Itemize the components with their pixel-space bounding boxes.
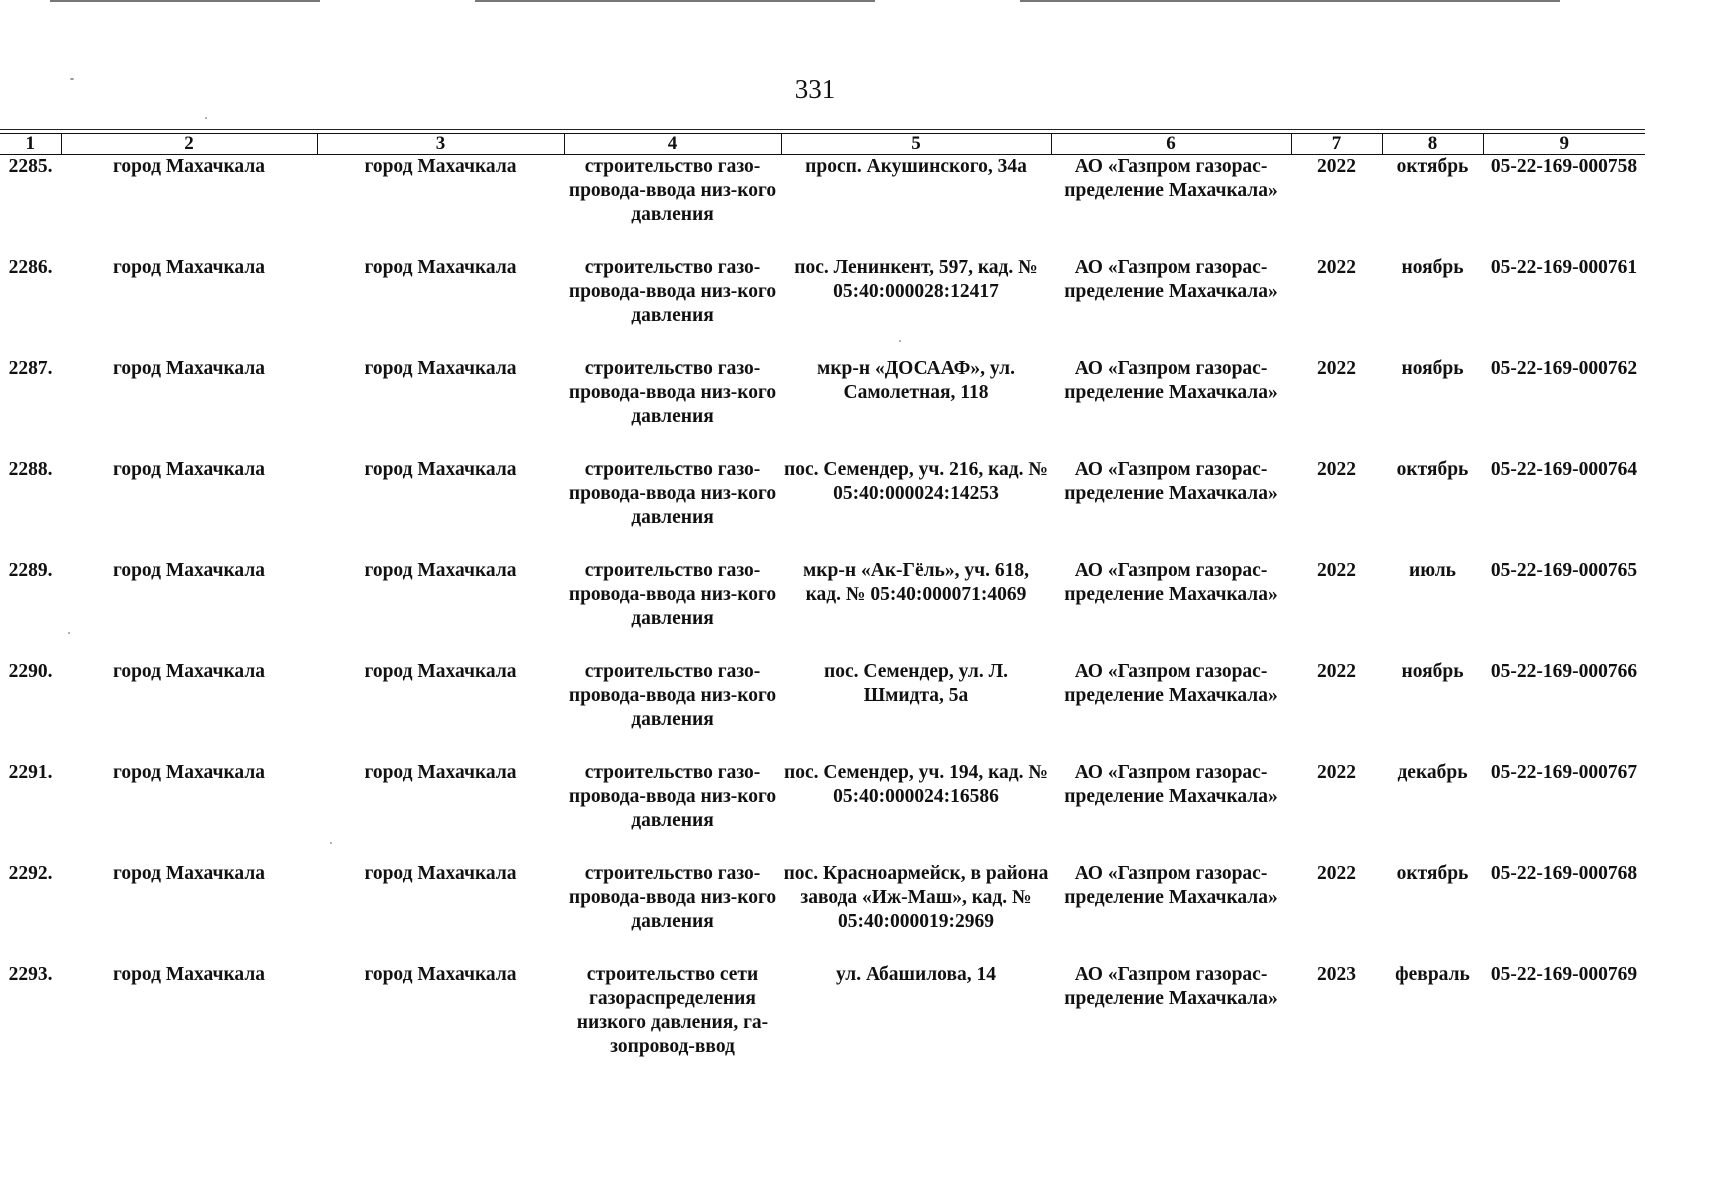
column-header-7: 7: [1291, 134, 1382, 155]
top-rule-left: [50, 0, 320, 2]
row-number: 2292.: [8, 863, 53, 884]
row-number: 2290.: [8, 661, 53, 682]
registry-code-cell: 05-22-169-000762: [1490, 358, 1638, 379]
row-number: 2289.: [8, 560, 53, 581]
address-cell: мкр-н «ДОСААФ», ул. Самолетная, 118: [817, 358, 1015, 403]
owner-cell: АО «Газпром газорас-пределение Махачкала»: [1064, 459, 1278, 504]
top-rule-right: [1020, 0, 1560, 2]
row-number: 2293.: [8, 964, 53, 985]
settlement-cell: город Махачкала: [364, 257, 517, 278]
column-header-1: 1: [0, 134, 61, 155]
settlement-cell: город Махачкала: [364, 560, 517, 581]
address-cell: пос. Семендер, уч. 194, кад. № 05:40:000024:16586: [783, 762, 1049, 807]
registry-code-cell: 05-22-169-000767: [1490, 762, 1638, 783]
district-cell: город Махачкала: [112, 257, 266, 278]
table-row: [0, 862, 1645, 963]
column-header-6: 6: [1051, 134, 1291, 155]
address-cell: пос. Семендер, ул. Л. Шмидта, 5а: [823, 661, 1008, 706]
owner-cell: АО «Газпром газорас-пределение Махачкала»: [1064, 762, 1278, 807]
table-row: [0, 357, 1645, 458]
page-number: 331: [794, 74, 836, 104]
registry-code-cell: 05-22-169-000766: [1490, 661, 1638, 682]
registry-code-cell: 05-22-169-000764: [1490, 459, 1638, 480]
owner-cell: АО «Газпром газорас-пределение Махачкала»: [1064, 661, 1278, 706]
table-row: [0, 155, 1645, 257]
address-cell: ул. Абашилова, 14: [836, 964, 996, 985]
address-cell: пос. Красноармейск, в района завода «Иж-Маш», кад. № 05:40:000019:2969: [783, 863, 1049, 932]
column-header-9: 9: [1483, 134, 1645, 155]
month-cell: ноябрь: [1401, 358, 1464, 379]
column-header-3: 3: [317, 134, 564, 155]
owner-cell: АО «Газпром газорас-пределение Махачкала»: [1064, 863, 1278, 908]
year-cell: 2022: [1317, 762, 1356, 783]
top-rule-middle: [475, 0, 875, 2]
work-type-cell: строительство газо-провода-ввода низ-кого давления: [568, 863, 777, 932]
year-cell: 2022: [1317, 156, 1356, 177]
column-header-8: 8: [1382, 134, 1483, 155]
address-cell: просп. Акушинского, 34а: [805, 156, 1027, 177]
header-top-rule: [0, 129, 1645, 130]
registry-code-cell: 05-22-169-000761: [1490, 257, 1638, 278]
work-type-cell: строительство газо-провода-ввода низ-кого давления: [568, 257, 777, 326]
table-row: [0, 256, 1645, 357]
district-cell: город Махачкала: [112, 459, 266, 480]
settlement-cell: город Махачкала: [364, 459, 517, 480]
registry-code-cell: 05-22-169-000758: [1490, 156, 1638, 177]
settlement-cell: город Махачкала: [364, 863, 517, 884]
work-type-cell: строительство газо-провода-ввода низ-кого давления: [568, 156, 777, 225]
year-cell: 2022: [1317, 661, 1356, 682]
district-cell: город Махачкала: [112, 560, 266, 581]
table-row: [0, 458, 1645, 559]
owner-cell: АО «Газпром газорас-пределение Махачкала»: [1064, 156, 1278, 201]
register-table: [0, 133, 1645, 1073]
district-cell: город Махачкала: [112, 863, 266, 884]
month-cell: декабрь: [1397, 762, 1468, 783]
registry-code-cell: 05-22-169-000765: [1490, 560, 1638, 581]
district-cell: город Махачкала: [112, 156, 266, 177]
month-cell: октябрь: [1396, 863, 1469, 884]
table-header: [0, 134, 1645, 155]
work-type-cell: строительство газо-провода-ввода низ-кого давления: [568, 560, 777, 629]
year-cell: 2022: [1317, 863, 1356, 884]
row-number: 2288.: [8, 459, 53, 480]
year-cell: 2022: [1317, 560, 1356, 581]
column-header-2: 2: [61, 134, 317, 155]
column-header-4: 4: [564, 134, 781, 155]
row-number: 2285.: [8, 156, 53, 177]
year-cell: 2022: [1317, 257, 1356, 278]
owner-cell: АО «Газпром газорас-пределение Махачкала»: [1064, 257, 1278, 302]
scan-speck: [205, 117, 207, 119]
district-cell: город Махачкала: [112, 358, 266, 379]
year-cell: 2023: [1317, 964, 1356, 985]
year-cell: 2022: [1317, 358, 1356, 379]
column-header-5: 5: [781, 134, 1051, 155]
month-cell: октябрь: [1396, 459, 1469, 480]
table-row: [0, 660, 1645, 761]
month-cell: ноябрь: [1401, 257, 1464, 278]
settlement-cell: город Махачкала: [364, 762, 517, 783]
district-cell: город Махачкала: [112, 762, 266, 783]
owner-cell: АО «Газпром газорас-пределение Махачкала»: [1064, 358, 1278, 403]
table-row: [0, 559, 1645, 660]
owner-cell: АО «Газпром газорас-пределение Махачкала»: [1064, 964, 1278, 1009]
registry-code-cell: 05-22-169-000769: [1490, 964, 1638, 985]
work-type-cell: строительство газо-провода-ввода низ-кого давления: [568, 459, 777, 528]
month-cell: октябрь: [1396, 156, 1469, 177]
header-row: [0, 134, 1645, 155]
district-cell: город Махачкала: [112, 661, 266, 682]
address-cell: пос. Семендер, уч. 216, кад. № 05:40:000024:14253: [783, 459, 1049, 504]
row-number: 2286.: [8, 257, 53, 278]
row-number: 2291.: [8, 762, 53, 783]
table-row: [0, 761, 1645, 862]
settlement-cell: город Махачкала: [364, 156, 517, 177]
work-type-cell: строительство сети газораспределения низкого давления, га-зопровод-ввод: [576, 964, 769, 1057]
registry-code-cell: 05-22-169-000768: [1490, 863, 1638, 884]
district-cell: город Махачкала: [112, 964, 266, 985]
work-type-cell: строительство газо-провода-ввода низ-кого давления: [568, 661, 777, 730]
work-type-cell: строительство газо-провода-ввода низ-кого давления: [568, 762, 777, 831]
row-number: 2287.: [8, 358, 53, 379]
settlement-cell: город Махачкала: [364, 964, 517, 985]
settlement-cell: город Махачкала: [364, 661, 517, 682]
month-cell: июль: [1409, 560, 1456, 581]
owner-cell: АО «Газпром газорас-пределение Махачкала»: [1064, 560, 1278, 605]
work-type-cell: строительство газо-провода-ввода низ-кого давления: [568, 358, 777, 427]
address-cell: пос. Ленинкент, 597, кад. № 05:40:000028:12417: [794, 257, 1038, 302]
table-body: [0, 155, 1645, 1074]
address-cell: мкр-н «Ак-Гёль», уч. 618, кад. № 05:40:000071:4069: [803, 560, 1029, 605]
year-cell: 2022: [1317, 459, 1356, 480]
settlement-cell: город Махачкала: [364, 358, 517, 379]
month-cell: ноябрь: [1401, 661, 1464, 682]
table-row: [0, 963, 1645, 1073]
month-cell: февраль: [1395, 964, 1470, 985]
